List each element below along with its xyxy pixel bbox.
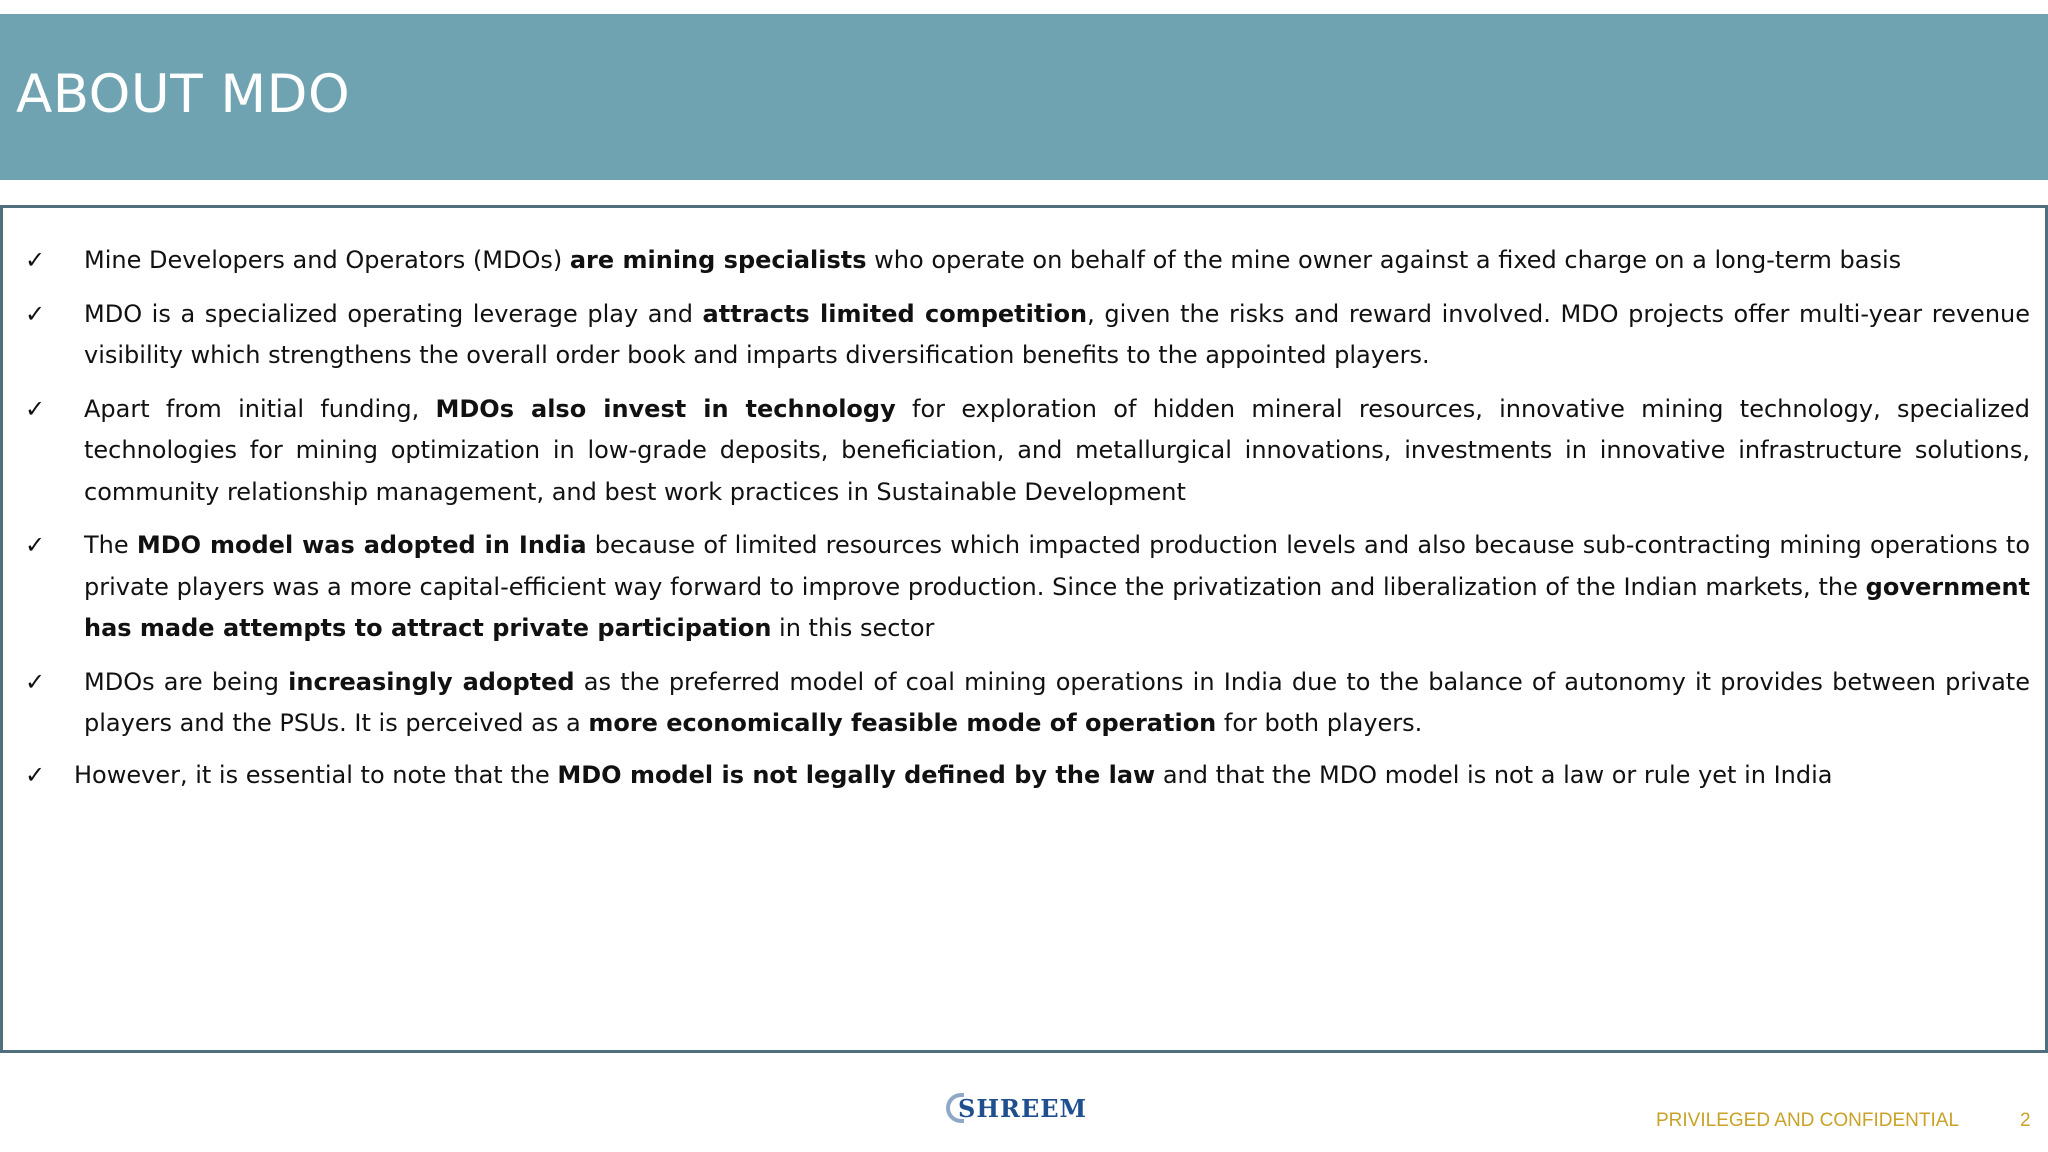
bullet-list (25, 240, 2030, 808)
bullet-text: and that the MDO model is not a law or rule yet in India (1155, 760, 1833, 789)
bullet-text: The (84, 531, 137, 559)
bullet-bold-text: MDO model was adopted in India (136, 531, 587, 559)
bullet-bold-text: are mining specialists (569, 246, 867, 274)
bullet-text: However, it is essential to note that the (74, 760, 558, 789)
bullet-text: MDO is a specialized operating leverage play and (84, 299, 703, 328)
check-icon: ✓ (25, 531, 46, 559)
bullet-text: , given the risks and reward involved. MDO projects offer multi-year revenue visibility which strengthens the overall order book and imparts diversification benefits to the appointed players. (84, 299, 2031, 369)
page-number: 2 (2020, 1110, 2031, 1131)
slide-title: ABOUT MDO (16, 64, 351, 125)
bullet-text: for exploration of hidden mineral resources, innovative mining technology, specialized technologies for mining optimization in low-grade deposits, beneficiation, and metallurgical innovations, investments in innovative infrastructure solutions, community relationship management, and best work practices in Sustainable Development (84, 394, 2030, 506)
bullet-text: Mine Developers and Operators (MDOs) (84, 246, 570, 274)
bullet-bold-text: increasingly adopted (288, 667, 575, 696)
bullet-text: MDOs are being (84, 667, 289, 696)
bullet-text: as the preferred model of coal mining operations in India due to the balance of autonomy it provides between private players and the PSUs. It is perceived as a (84, 667, 2030, 737)
bullet-bold-text: government has made attempts to attract private participation (84, 572, 2030, 642)
bullet-item (25, 240, 2030, 282)
company-logo (946, 1090, 1087, 1126)
content-box (0, 205, 2048, 1053)
check-icon: ✓ (25, 667, 46, 696)
bullet-item (25, 662, 2030, 745)
bullet-text: who operate on behalf of the mine owner against a fixed charge on a long-term basis (866, 246, 1902, 274)
bullet-text: in this sector (771, 614, 935, 642)
bullet-item (25, 525, 2030, 650)
check-icon: ✓ (25, 246, 46, 274)
bullet-bold-text: attracts limited competition (702, 299, 1088, 328)
logo-text: SHREEM (958, 1093, 1088, 1123)
bullet-item (25, 755, 2030, 797)
bullet-text: Apart from initial funding, (84, 394, 436, 423)
bullet-item (25, 389, 2030, 514)
confidential-label: PRIVILEGED AND CONFIDENTIAL (1656, 1110, 1960, 1131)
check-icon: ✓ (25, 299, 46, 328)
bullet-bold-text: more economically feasible mode of operation (588, 709, 1217, 737)
check-icon: ✓ (25, 394, 46, 423)
check-icon: ✓ (25, 760, 46, 789)
bullet-bold-text: MDO model is not legally defined by the law (557, 760, 1156, 789)
bullet-bold-text: MDOs also invest in technology (435, 394, 896, 423)
bullet-text: for both players. (1216, 709, 1423, 737)
bullet-text: because of limited resources which impacted production levels and also because sub-contracting mining operations to private players was a more capital-efficient way forward to improve production. Since the privatization and liberalization of the Indian markets, the (84, 531, 2031, 601)
bullet-item (25, 294, 2030, 377)
